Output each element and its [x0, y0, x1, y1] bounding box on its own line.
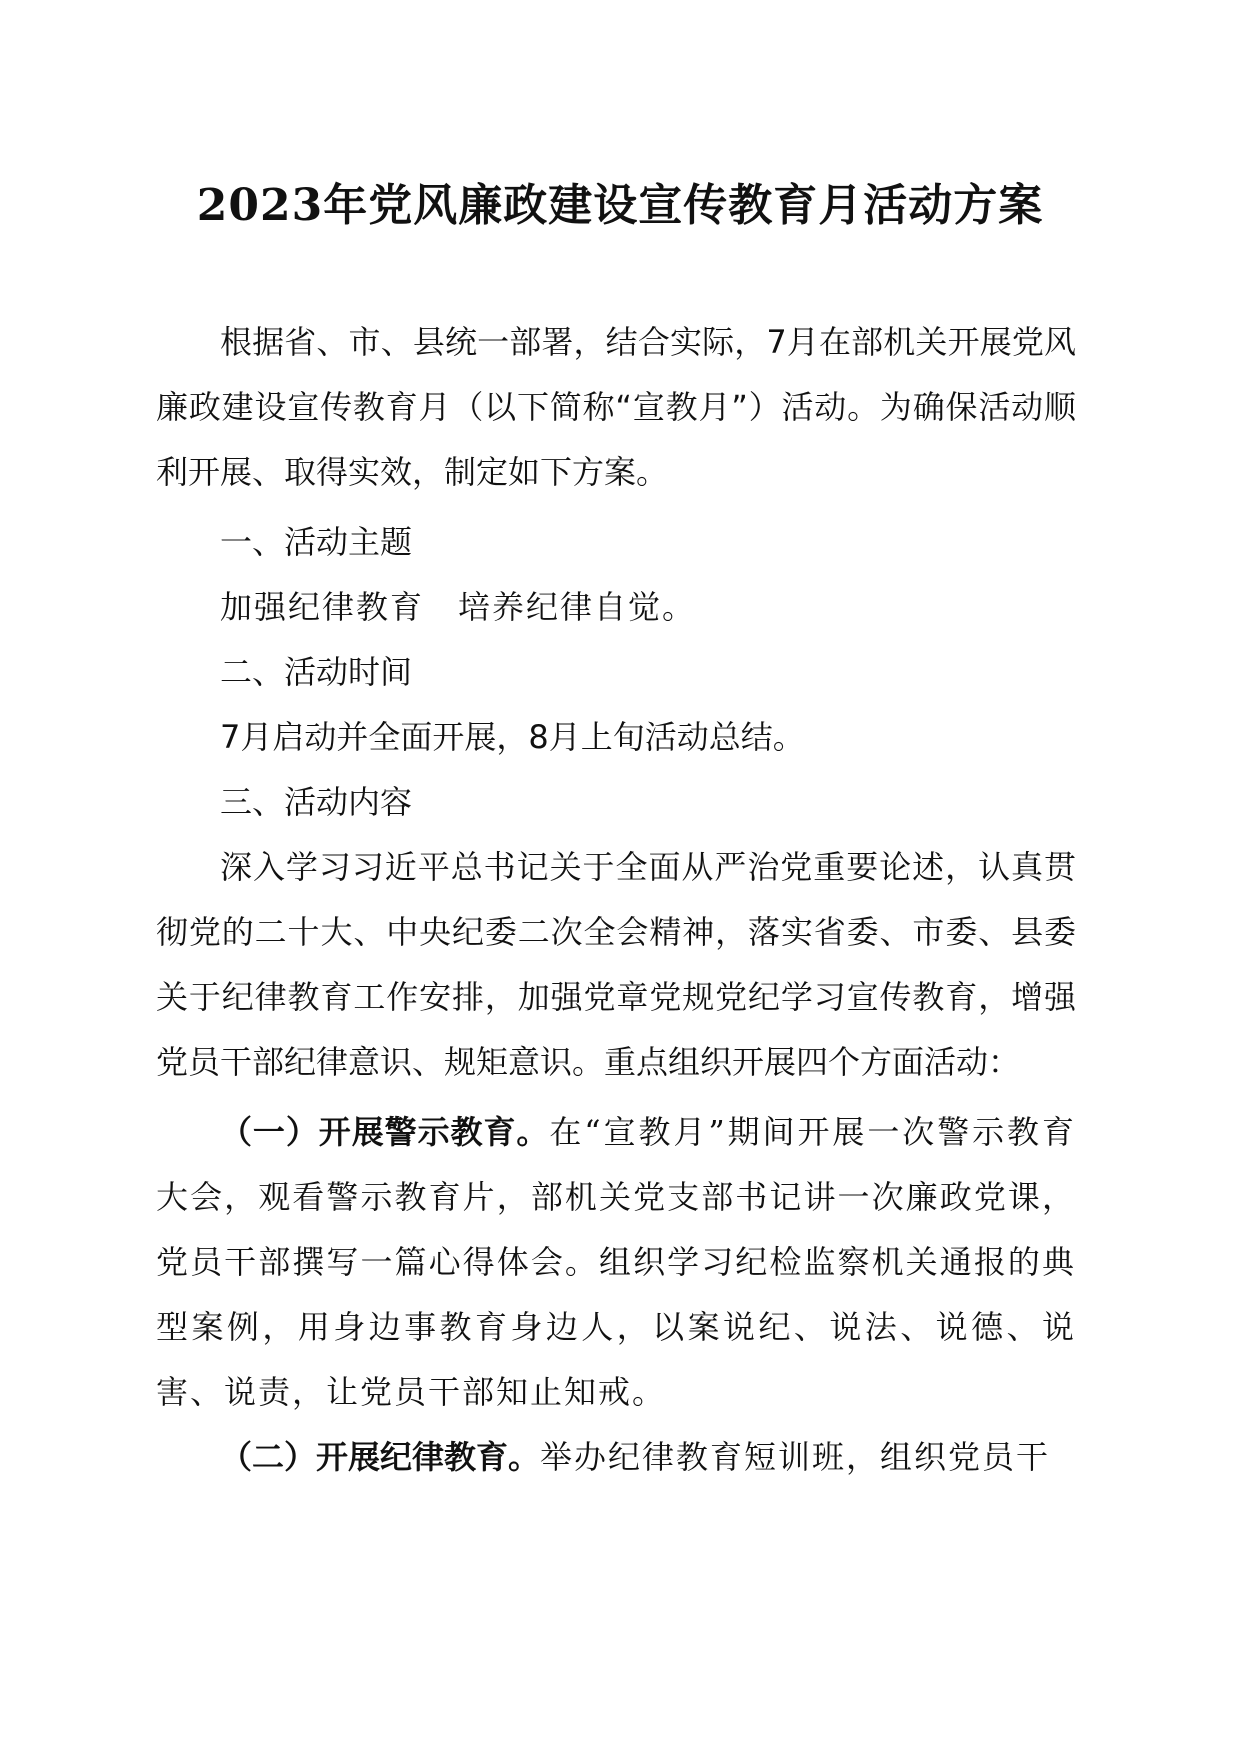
section-heading-theme: 一、活动主题 — [220, 523, 413, 561]
section-text-theme: 加强纪律教育 培养纪律自觉。 — [220, 588, 697, 626]
item-warning-lead: （一）开展警示教育。 — [220, 1113, 550, 1151]
item-discipline-lead: （二）开展纪律教育。 — [220, 1438, 541, 1476]
item-warning-text: 在“宣教月”期间开展一次警示教育大会，观看警示教育片，部机关党支部书记讲一次廉政党课，党员干部撰写一篇心得体会。组织学习纪检监察机关通报的典型案例，用身边事教育身边人，以案说纪、说法、说德、说害、说责，让党员干部知止知戒。 — [156, 1113, 1076, 1411]
intro-paragraph: 根据省、市、县统一部署，结合实际，7月在部机关开展党风廉政建设宣传教育月（以下简称“宣教月”）活动。为确保活动顺利开展、取得实效，制定如下方案。 — [156, 323, 1076, 491]
document-body — [156, 310, 1076, 1490]
item-warning-education — [156, 1100, 1076, 1425]
item-discipline-text: 举办纪律教育短训班，组织党员干 — [540, 1438, 1051, 1476]
section-heading-content: 三、活动内容 — [220, 783, 413, 821]
document-title: 2023年党风廉政建设宣传教育月活动方案 — [196, 180, 1044, 231]
section-text-content: 深入学习习近平总书记关于全面从严治党重要论述，认真贯彻党的二十大、中央纪委二次全会精神，落实省委、市委、县委关于纪律教育工作安排，加强党章党规党纪学习宣传教育，增强党员干部纪律意识、规矩意识。重点组织开展四个方面活动： — [156, 848, 1076, 1081]
section-heading-time: 二、活动时间 — [220, 653, 413, 691]
item-discipline-education — [156, 1425, 1076, 1490]
section-text-time: 7月启动并全面开展，8月上旬活动总结。 — [220, 718, 805, 756]
